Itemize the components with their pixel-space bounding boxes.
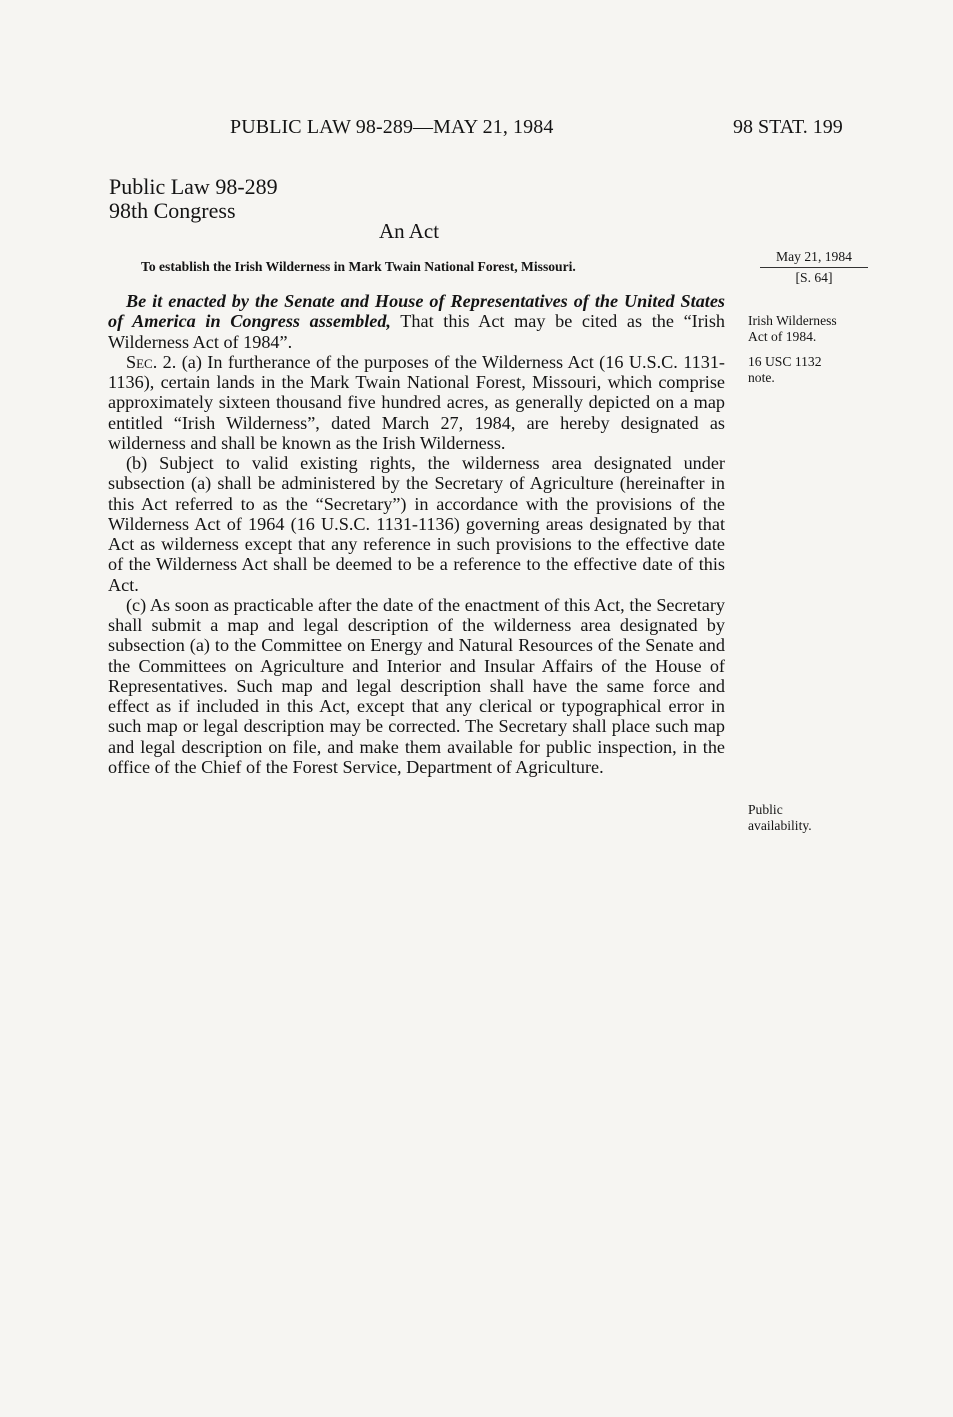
usc-line-1: 16 USC 1132 bbox=[748, 354, 822, 369]
enacting-formula: Be it enacted by the Senate and House of Representatives of the United States of America in Congress assembled, bbox=[108, 291, 725, 332]
bill-number: [S. 64] bbox=[795, 270, 833, 285]
short-title-clause: That this Act may be cited as the “Irish Wilderness Act of 1984”. bbox=[108, 311, 726, 352]
short-title-line-1: Irish Wilderness bbox=[748, 313, 837, 328]
page-citation: 98 STAT. 199 bbox=[733, 116, 843, 138]
section-2a bbox=[108, 352, 725, 453]
short-title-line-2: Act of 1984. bbox=[748, 329, 817, 344]
public-law-number: Public Law 98-289 bbox=[109, 174, 278, 199]
section-2a-text: (a) In furtherance of the purposes of the Wilderness Act (16 U.S.C. 1131-1136), certain lands in the Mark Twain National Forest, Missouri, which comprise approximately sixteen thousand five hundred acres, as generally depicted on a map entitled “Irish Wilderness”, dated March 27, 1984, are hereby designated as wilderness and shall be known as the Irish Wilderness. bbox=[108, 351, 725, 453]
congress-number: 98th Congress bbox=[109, 198, 236, 223]
act-heading: An Act bbox=[379, 219, 440, 243]
section-label: Sec. 2. bbox=[126, 351, 177, 372]
enactment-date: May 21, 1984 bbox=[760, 249, 868, 268]
public-line-2: availability. bbox=[748, 818, 812, 833]
usc-line-2: note. bbox=[748, 370, 775, 385]
enacting-clause bbox=[108, 291, 725, 352]
margin-date-note bbox=[760, 249, 868, 286]
act-purpose: To establish the Irish Wilderness in Mark Twain National Forest, Missouri. bbox=[141, 259, 576, 274]
margin-public-note bbox=[748, 802, 888, 834]
margin-usc-note bbox=[748, 354, 888, 386]
public-line-1: Public bbox=[748, 802, 783, 817]
section-2b: (b) Subject to valid existing rights, the wilderness area designated under subsection (a) shall be administered by the Secretary of Agriculture (hereinafter in this Act referred to as the “Secretary”) in accordance with the provisions of the Wilderness Act of 1964 (16 U.S.C. 1131-1136) governing areas designated by that Act as wilderness except that any reference in such provisions to the effective date of the Wilderness Act shall be deemed to be a reference to the effective date of this Act. bbox=[108, 453, 725, 595]
section-2c: (c) As soon as practicable after the date of the enactment of this Act, the Secretary shall submit a map and legal description of the wilderness area designated by subsection (a) to the Committee on Energy and Natural Resources of the Senate and the Committees on Agriculture and Interior and Insular Affairs of the House of Representatives. Such map and legal description shall have the same force and effect as if included in this Act, except that any clerical or typographical error in such map or legal description may be corrected. The Secretary shall place such map and legal description on file, and make them available for public inspection, in the office of the Chief of the Forest Service, Department of Agriculture. bbox=[108, 594, 725, 777]
act-body bbox=[108, 291, 725, 777]
running-header: PUBLIC LAW 98-289—MAY 21, 1984 bbox=[230, 116, 554, 138]
margin-short-title-note bbox=[748, 313, 888, 345]
